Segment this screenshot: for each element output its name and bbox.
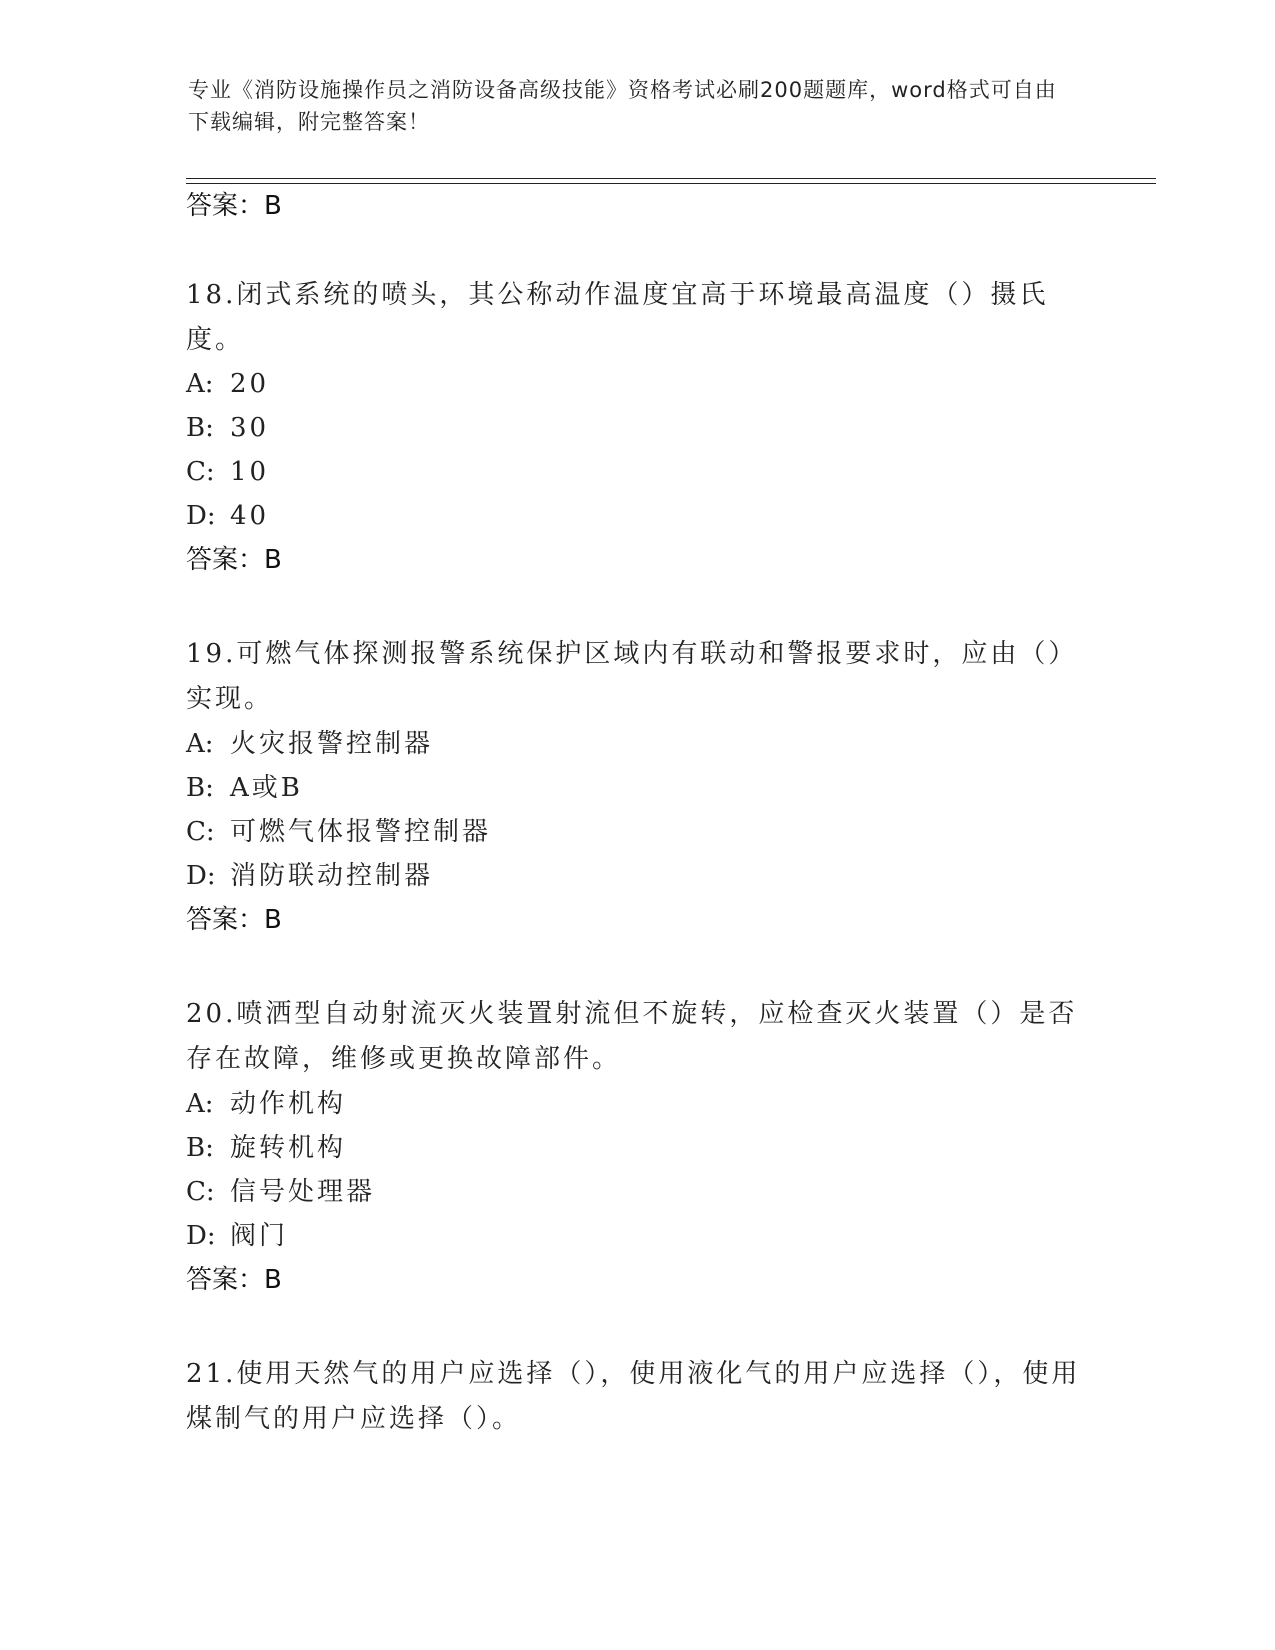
header-divider-top <box>186 178 1156 179</box>
question-20-answer: 答案：B <box>186 1265 282 1295</box>
question-21-text: 21.使用天然气的用户应选择（），使用液化气的用户应选择（），使用煤制气的用户应选择（）。 <box>186 1359 1081 1434</box>
question-19-option-d: D: 消防联动控制器 <box>186 861 434 891</box>
previous-answer: 答案：B <box>186 191 282 221</box>
question-19-option-a: A: 火灾报警控制器 <box>186 729 434 759</box>
question-18-answer: 答案：B <box>186 545 282 575</box>
question-20-option-d: D: 阀门 <box>186 1221 289 1251</box>
question-20-option-b: B: 旋转机构 <box>186 1133 347 1163</box>
question-20-text: 20.喷洒型自动射流灭火装置射流但不旋转，应检查灭火装置（）是否存在故障，维修或更换故障部件。 <box>186 999 1078 1074</box>
question-19-option-b: B: A或B <box>186 773 303 803</box>
question-18-text: 18.闭式系统的喷头，其公称动作温度宜高于环境最高温度（）摄氏度。 <box>186 280 1049 355</box>
header-divider-bottom <box>186 183 1156 184</box>
question-18-option-a: A: 20 <box>186 369 270 399</box>
question-18-option-c: C: 10 <box>186 457 270 487</box>
question-20-option-c: C: 信号处理器 <box>186 1177 376 1207</box>
question-18-option-b: B: 30 <box>186 413 270 443</box>
question-18-option-d: D: 40 <box>186 501 270 531</box>
question-19-option-c: C: 可燃气体报警控制器 <box>186 817 492 847</box>
question-20-option-a: A: 动作机构 <box>186 1089 347 1119</box>
document-header: 专业《消防设施操作员之消防设备高级技能》资格考试必刷200题题库，word格式可自由下载编辑，附完整答案！ <box>188 78 1057 134</box>
question-19-answer: 答案：B <box>186 905 282 935</box>
question-19-text: 19.可燃气体探测报警系统保护区域内有联动和警报要求时，应由（）实现。 <box>186 639 1078 714</box>
